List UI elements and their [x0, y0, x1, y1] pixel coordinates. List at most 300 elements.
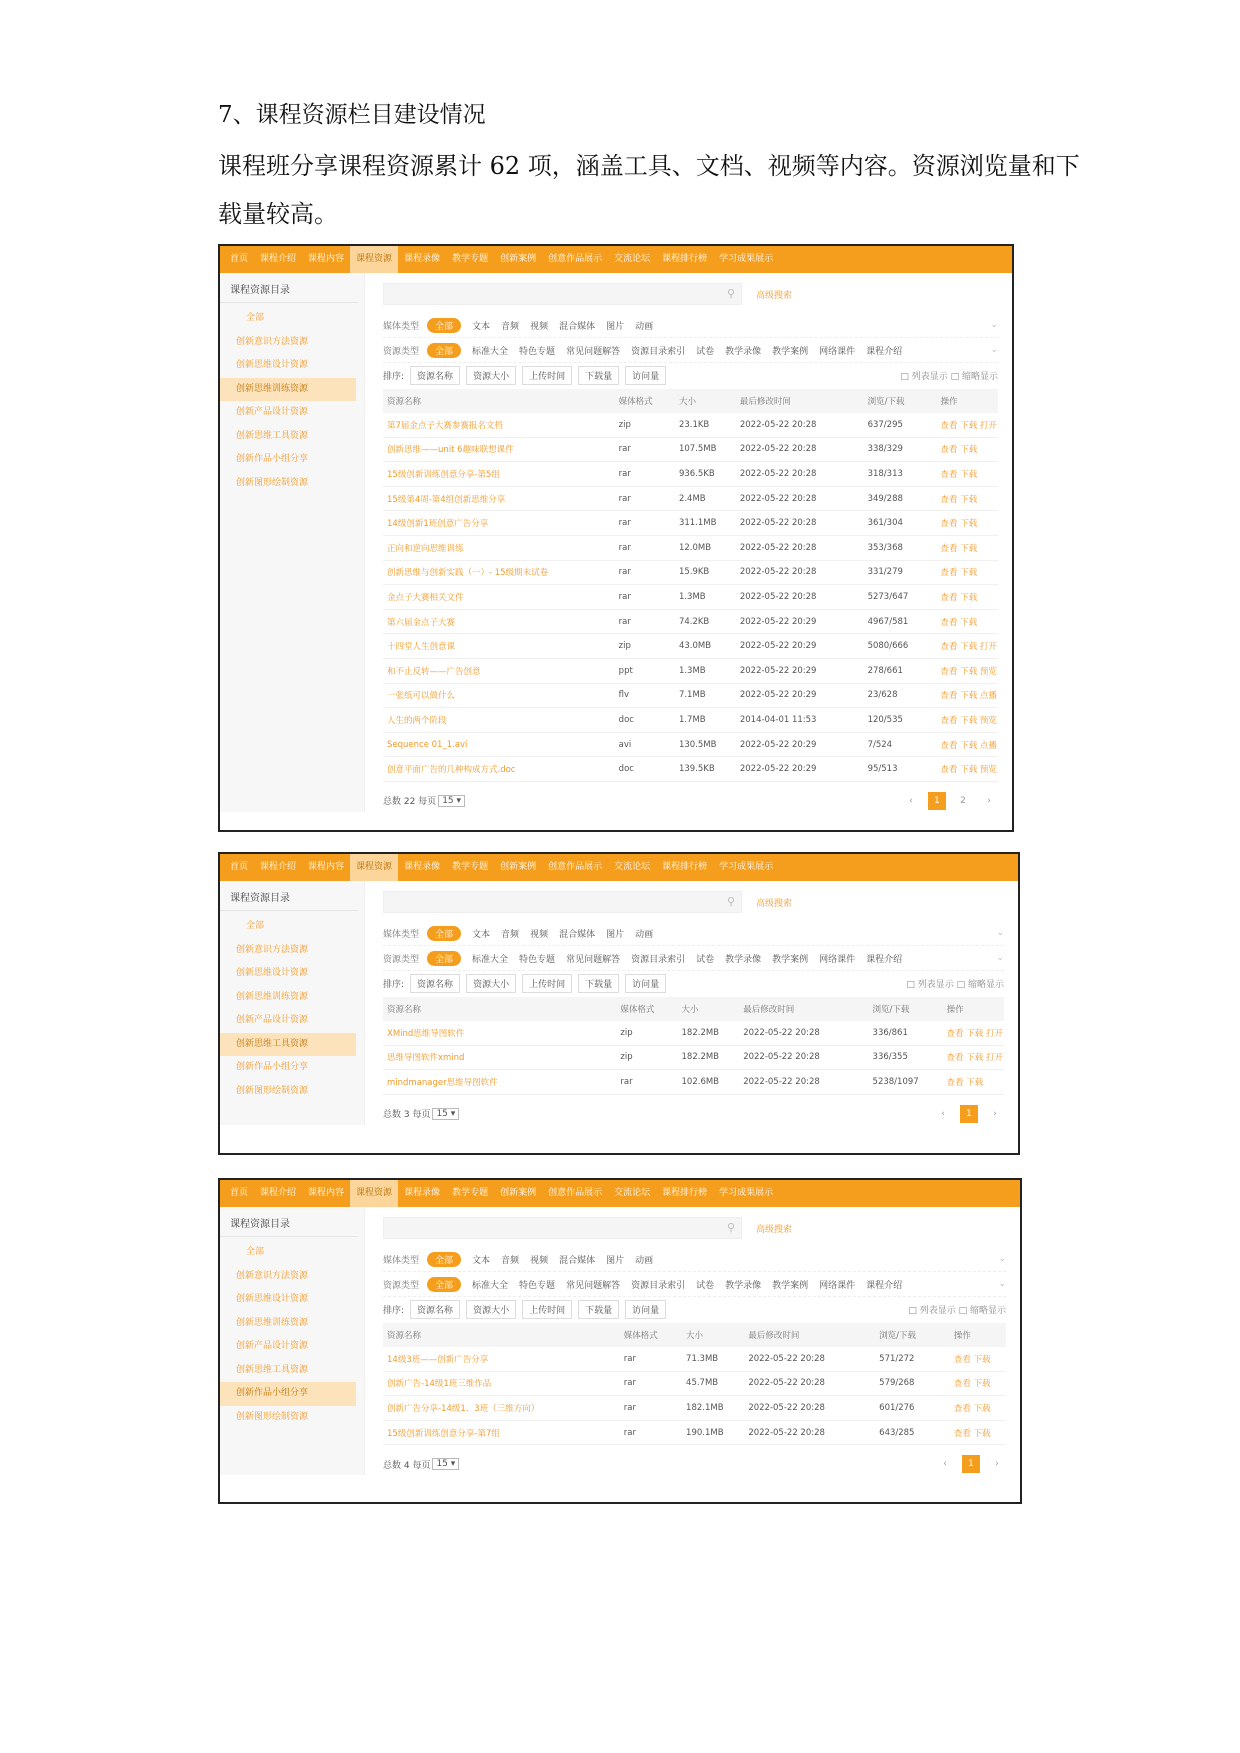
table-cell: 2022-05-22 20:29	[736, 634, 864, 659]
page-size-select[interactable]: 15 ▾	[438, 795, 465, 807]
row-actions[interactable]: 查看 下载 打开	[943, 1045, 1004, 1070]
nav-item[interactable]: 教学专题	[452, 254, 489, 264]
resource-name-link[interactable]: 创新广告-14级1班三维作品	[383, 1371, 620, 1396]
resource-type-option[interactable]: 标准大全	[472, 1280, 509, 1291]
sort-button[interactable]: 资源名称	[410, 974, 460, 993]
resource-type-filter	[383, 1272, 1006, 1297]
media-type-option[interactable]: 图片	[606, 929, 625, 940]
table-cell: ppt	[615, 658, 675, 683]
sidebar-item[interactable]: 创新思维设计资源	[236, 968, 309, 978]
column-header: 资源名称	[383, 997, 616, 1021]
nav-item[interactable]: 学习成果展示	[719, 254, 774, 264]
resource-type-option[interactable]: 网络课件	[819, 1280, 856, 1291]
resource-type-option[interactable]: 全部	[427, 343, 461, 358]
media-type-option[interactable]: 视频	[530, 1255, 549, 1266]
nav-item[interactable]: 课程资源	[350, 246, 398, 273]
nav-item[interactable]: 课程内容	[308, 862, 345, 872]
advanced-search-link[interactable]: 高级搜索	[756, 290, 793, 301]
media-type-option[interactable]: 混合媒体	[559, 1255, 596, 1266]
page-button[interactable]: ‹	[943, 1459, 947, 1470]
table-cell: rar	[620, 1347, 682, 1371]
resource-type-option[interactable]: 标准大全	[472, 346, 509, 357]
resource-type-option[interactable]: 试卷	[696, 346, 715, 357]
table-cell: 74.2KB	[675, 609, 736, 634]
page-button[interactable]: ›	[995, 1459, 999, 1470]
media-type-option[interactable]: 视频	[530, 929, 549, 940]
table-cell: 601/276	[875, 1396, 950, 1421]
sidebar-item[interactable]: 创新产品设计资源	[236, 1341, 309, 1351]
nav-item[interactable]: 课程内容	[308, 254, 345, 264]
nav-item[interactable]: 教学专题	[452, 1188, 489, 1198]
sort-bar	[383, 363, 998, 387]
sidebar-item[interactable]: 创新思维训练资源	[236, 1317, 309, 1328]
nav-item[interactable]: 课程介绍	[260, 254, 297, 264]
page-size-select[interactable]: 15 ▾	[432, 1458, 459, 1470]
resource-name-link[interactable]: Sequence 01_1.avi	[383, 732, 615, 757]
resource-name-link[interactable]: 金点子大赛相关文件	[383, 585, 615, 610]
nav-item[interactable]: 创新案例	[500, 254, 537, 264]
sort-button[interactable]: 资源名称	[410, 366, 460, 385]
sort-button[interactable]: 资源名称	[410, 1300, 460, 1319]
search-icon[interactable]: ⚲	[726, 287, 735, 300]
nav-item[interactable]: 首页	[230, 1188, 249, 1198]
resource-type-option[interactable]: 课程介绍	[866, 954, 903, 965]
table-cell: 7.1MB	[675, 683, 736, 708]
table-cell: 2022-05-22 20:28	[736, 437, 864, 462]
sort-button[interactable]: 上传时间	[522, 1300, 572, 1319]
resource-type-option[interactable]: 标准大全	[472, 954, 509, 965]
nav-item[interactable]: 课程介绍	[260, 862, 297, 872]
resource-type-option[interactable]: 资源目录索引	[631, 1280, 686, 1291]
sidebar-title: 课程资源目录	[220, 281, 358, 303]
sort-button[interactable]: 资源大小	[466, 974, 516, 993]
sidebar-item[interactable]: 创新作品小组分享	[220, 1382, 356, 1406]
media-type-option[interactable]: 图片	[606, 321, 625, 332]
nav-item[interactable]: 课程录像	[404, 254, 441, 264]
view-toggle	[900, 369, 998, 382]
table-cell: 7/524	[864, 732, 937, 757]
sort-button[interactable]: 访问量	[625, 366, 666, 385]
resource-name-link[interactable]: 正向和逆向思维训练	[383, 535, 615, 560]
search-icon[interactable]: ⚲	[726, 895, 735, 908]
top-nav	[220, 246, 1012, 273]
resource-type-label: 资源类型	[383, 346, 420, 357]
sidebar-item[interactable]: 全部	[246, 921, 265, 931]
sidebar-item[interactable]: 创新产品设计资源	[236, 407, 309, 417]
media-type-option[interactable]: 音频	[501, 321, 520, 332]
row-actions[interactable]: 查看 下载	[937, 511, 998, 536]
row-actions[interactable]: 查看 下载	[937, 560, 998, 585]
nav-item[interactable]: 学习成果展示	[719, 1188, 774, 1198]
table-cell: 318/313	[864, 462, 937, 487]
resource-type-option[interactable]: 课程介绍	[866, 346, 903, 357]
chevron-down-icon[interactable]: ⌄	[998, 1254, 1006, 1264]
column-header: 浏览/下载	[864, 389, 937, 413]
media-type-option[interactable]: 图片	[606, 1255, 625, 1266]
advanced-search-link[interactable]: 高级搜索	[756, 898, 793, 909]
resource-type-option[interactable]: 网络课件	[819, 954, 856, 965]
sidebar-item[interactable]: 创新意识方法资源	[236, 944, 309, 955]
table-cell: rar	[615, 560, 675, 585]
sidebar-item[interactable]: 创新思维工具资源	[236, 430, 309, 441]
nav-item[interactable]: 首页	[230, 862, 249, 872]
sort-button[interactable]: 资源大小	[466, 366, 516, 385]
row-actions[interactable]: 查看 下载 打开	[937, 413, 998, 437]
resource-type-option[interactable]: 课程介绍	[866, 1280, 903, 1291]
table-cell: flv	[615, 683, 675, 708]
resource-type-filter	[383, 338, 998, 363]
page-button[interactable]: ›	[987, 795, 991, 806]
sort-button[interactable]: 下载量	[578, 1300, 619, 1319]
table-cell: 1.7MB	[675, 708, 736, 733]
nav-item[interactable]: 创意作品展示	[548, 1188, 603, 1198]
list-view-option[interactable]: □ 列表显示	[900, 371, 948, 382]
resource-name-link[interactable]: XMind思维导图软件	[383, 1021, 616, 1045]
chevron-down-icon[interactable]: ⌄	[998, 1279, 1006, 1289]
row-actions[interactable]: 查看 下载 预览	[937, 708, 998, 733]
resource-name-link[interactable]: 14级创新1班创意广告分享	[383, 511, 615, 536]
table-row	[383, 1420, 1006, 1445]
resource-main	[365, 273, 1012, 812]
media-type-option[interactable]: 全部	[427, 926, 461, 941]
media-type-option[interactable]: 全部	[427, 1252, 461, 1267]
resource-type-label: 资源类型	[383, 1280, 420, 1291]
media-type-filter	[383, 921, 1004, 946]
table-cell: 71.3MB	[682, 1347, 744, 1371]
table-cell: 2022-05-22 20:29	[736, 658, 864, 683]
table-cell: 12.0MB	[675, 535, 736, 560]
chevron-down-icon[interactable]: ⌄	[990, 345, 998, 355]
thumb-view-option[interactable]: □ 缩略显示	[950, 371, 998, 382]
nav-item[interactable]: 创意作品展示	[548, 254, 603, 264]
sort-button[interactable]: 资源大小	[466, 1300, 516, 1319]
screenshot-panel-3	[218, 1178, 1022, 1504]
nav-item[interactable]: 创新案例	[500, 1188, 537, 1198]
nav-item[interactable]: 课程排行榜	[662, 1188, 708, 1198]
row-actions[interactable]: 查看 下载 点播	[937, 683, 998, 708]
column-header: 操作	[943, 997, 1004, 1021]
media-type-option[interactable]: 音频	[501, 1255, 520, 1266]
sidebar-item[interactable]: 全部	[246, 1247, 265, 1257]
row-actions[interactable]: 查看 下载	[950, 1420, 1006, 1445]
resource-name-link[interactable]: 创意平面广告的几种构成方式.doc	[383, 757, 615, 782]
sidebar-item[interactable]: 创新作品小组分享	[236, 1062, 309, 1072]
table-row	[383, 732, 998, 757]
resource-sidebar	[220, 273, 365, 812]
table-cell: 2022-05-22 20:28	[736, 462, 864, 487]
nav-item[interactable]: 学习成果展示	[719, 862, 774, 872]
resource-name-link[interactable]: 第六届金点子大赛	[383, 609, 615, 634]
table-cell: 349/288	[864, 486, 937, 511]
row-actions[interactable]: 查看 下载 打开	[943, 1021, 1004, 1045]
column-header: 操作	[937, 389, 998, 413]
search-input[interactable]	[383, 891, 742, 913]
table-row	[383, 1347, 1006, 1371]
page-button[interactable]: 1	[960, 1105, 978, 1123]
search-icon[interactable]: ⚲	[726, 1221, 735, 1234]
resource-type-option[interactable]: 试卷	[696, 954, 715, 965]
resource-type-option[interactable]: 资源目录索引	[631, 954, 686, 965]
media-type-option[interactable]: 动画	[635, 1255, 654, 1266]
sort-button[interactable]: 访问量	[625, 974, 666, 993]
nav-item[interactable]: 课程排行榜	[662, 254, 708, 264]
resource-name-link[interactable]: 思维导图软件xmind	[383, 1045, 616, 1070]
media-type-option[interactable]: 音频	[501, 929, 520, 940]
media-type-option[interactable]: 动画	[635, 929, 654, 940]
media-type-option[interactable]: 视频	[530, 321, 549, 332]
row-actions[interactable]: 查看 下载	[937, 585, 998, 610]
nav-item[interactable]: 交流论坛	[614, 254, 651, 264]
table-cell: 107.5MB	[675, 437, 736, 462]
table-cell: 2022-05-22 20:28	[736, 535, 864, 560]
table-cell: 2022-05-22 20:28	[739, 1045, 868, 1070]
sidebar-item[interactable]: 创新意识方法资源	[236, 336, 309, 347]
table-cell: 5080/666	[864, 634, 937, 659]
sort-label: 排序:	[383, 371, 405, 382]
chevron-down-icon[interactable]: ⌄	[990, 320, 998, 330]
resource-main	[365, 1207, 1020, 1475]
resource-name-link[interactable]: 十四堂人生创意课	[383, 634, 615, 659]
resource-type-option[interactable]: 教学录像	[725, 346, 762, 357]
pager	[936, 1455, 1006, 1473]
table-cell: 43.0MB	[675, 634, 736, 659]
table-cell: zip	[616, 1045, 677, 1070]
sidebar-item[interactable]: 创新思维训练资源	[220, 378, 356, 402]
nav-item[interactable]: 课程排行榜	[662, 862, 708, 872]
media-type-option[interactable]: 文本	[472, 929, 491, 940]
nav-item[interactable]: 交流论坛	[614, 1188, 651, 1198]
table-cell: 182.2MB	[678, 1045, 740, 1070]
table-row	[383, 413, 998, 437]
nav-item[interactable]: 首页	[230, 254, 249, 264]
sidebar-item[interactable]: 创新产品设计资源	[236, 1015, 309, 1025]
row-actions[interactable]: 查看 下载	[950, 1396, 1006, 1421]
sidebar-item[interactable]: 创新思维工具资源	[220, 1033, 356, 1057]
sort-button[interactable]: 下载量	[578, 366, 619, 385]
resource-name-link[interactable]: 第7届金点子大赛参赛报名文档	[383, 413, 615, 437]
resource-type-option[interactable]: 教学案例	[772, 1280, 809, 1291]
row-actions[interactable]: 查看 下载	[950, 1347, 1006, 1371]
nav-item[interactable]: 课程录像	[404, 1188, 441, 1198]
table-cell: rar	[616, 1070, 677, 1095]
resource-type-option[interactable]: 教学录像	[725, 1280, 762, 1291]
table-cell: 23/628	[864, 683, 937, 708]
table-cell: 2022-05-22 20:28	[744, 1371, 875, 1396]
row-actions[interactable]: 查看 下载	[937, 609, 998, 634]
table-cell: 120/535	[864, 708, 937, 733]
row-actions[interactable]: 查看 下载	[937, 486, 998, 511]
sort-bar	[383, 1297, 1006, 1321]
page-button[interactable]: 1	[928, 792, 946, 810]
sidebar-item[interactable]: 创新思维训练资源	[236, 991, 309, 1002]
resource-type-option[interactable]: 特色专题	[519, 954, 556, 965]
nav-item[interactable]: 教学专题	[452, 862, 489, 872]
resource-type-option[interactable]: 全部	[427, 1277, 461, 1292]
media-type-option[interactable]: 混合媒体	[559, 321, 596, 332]
panel-body	[220, 273, 1012, 812]
media-type-label: 媒体类型	[383, 1255, 420, 1266]
pagination-bar	[383, 1453, 1006, 1475]
page-size-select[interactable]: 15 ▾	[432, 1108, 459, 1120]
column-header: 最后修改时间	[739, 997, 868, 1021]
resource-type-option[interactable]: 教学案例	[772, 346, 809, 357]
resource-type-option[interactable]: 特色专题	[519, 346, 556, 357]
nav-item[interactable]: 课程资源	[350, 854, 398, 881]
page-button[interactable]: 1	[962, 1455, 980, 1473]
sidebar-item[interactable]: 创新思维工具资源	[236, 1364, 309, 1375]
table-header-row	[383, 997, 1004, 1021]
resource-type-option[interactable]: 特色专题	[519, 1280, 556, 1291]
table-cell: 2022-05-22 20:28	[739, 1021, 868, 1045]
sidebar-item[interactable]: 创新意识方法资源	[236, 1270, 309, 1281]
sidebar-item[interactable]: 创新作品小组分享	[236, 454, 309, 464]
table-cell: 5273/647	[864, 585, 937, 610]
resource-type-option[interactable]: 常见问题解答	[566, 954, 621, 965]
media-type-option[interactable]: 文本	[472, 321, 491, 332]
resource-name-link[interactable]: 15级第4周-第4组创新思维分享	[383, 486, 615, 511]
row-actions[interactable]: 查看 下载	[950, 1371, 1006, 1396]
sort-label: 排序:	[383, 1305, 405, 1316]
row-actions[interactable]: 查看 下载	[937, 437, 998, 462]
page-button[interactable]: ‹	[909, 795, 913, 806]
nav-item[interactable]: 交流论坛	[614, 862, 651, 872]
resource-name-link[interactable]: 创新广告分享-14级1、3班（三维方向）	[383, 1396, 620, 1421]
resource-type-option[interactable]: 资源目录索引	[631, 346, 686, 357]
resource-type-option[interactable]: 全部	[427, 951, 461, 966]
thumb-view-option[interactable]: □ 缩略显示	[958, 1305, 1006, 1316]
media-type-option[interactable]: 文本	[472, 1255, 491, 1266]
nav-item[interactable]: 课程内容	[308, 1188, 345, 1198]
media-type-filter	[383, 1247, 1006, 1272]
sort-button[interactable]: 下载量	[578, 974, 619, 993]
sort-button[interactable]: 访问量	[625, 1300, 666, 1319]
table-cell: zip	[615, 634, 675, 659]
resource-type-option[interactable]: 教学录像	[725, 954, 762, 965]
pager	[902, 792, 998, 810]
sidebar-item[interactable]: 创新思维设计资源	[236, 1294, 309, 1304]
table-row	[383, 511, 998, 536]
nav-item[interactable]: 课程录像	[404, 862, 441, 872]
nav-item[interactable]: 创意作品展示	[548, 862, 603, 872]
search-input[interactable]	[383, 1217, 742, 1239]
table-cell: 336/355	[869, 1045, 943, 1070]
resource-name-link[interactable]: 15级创新训练创意分享-第7组	[383, 1420, 620, 1445]
row-actions[interactable]: 查看 下载 点播	[937, 732, 998, 757]
resource-type-filter	[383, 946, 1004, 971]
search-input[interactable]	[383, 283, 742, 305]
column-header: 大小	[675, 389, 736, 413]
table-cell: 182.2MB	[678, 1021, 740, 1045]
sidebar-item[interactable]: 全部	[246, 313, 265, 323]
table-cell: 2022-05-22 20:28	[744, 1347, 875, 1371]
column-header: 最后修改时间	[744, 1323, 875, 1347]
resource-name-link[interactable]: mindmanager思维导图软件	[383, 1070, 616, 1095]
resource-type-option[interactable]: 试卷	[696, 1280, 715, 1291]
resource-name-link[interactable]: 人生的两个阶段	[383, 708, 615, 733]
table-row	[383, 1070, 1004, 1095]
screenshot-panel-1	[218, 244, 1014, 832]
table-row	[383, 560, 998, 585]
resource-name-link[interactable]: 14级3班——创新广告分享	[383, 1347, 620, 1371]
resource-name-link[interactable]: 和不止反转——广告创意	[383, 658, 615, 683]
row-actions[interactable]: 查看 下载 打开	[937, 634, 998, 659]
table-cell: 2022-05-22 20:28	[736, 413, 864, 437]
list-view-option[interactable]: □ 列表显示	[908, 1305, 956, 1316]
chevron-down-icon[interactable]: ⌄	[996, 928, 1004, 938]
total-count: 总数 4 每页	[383, 1460, 431, 1471]
nav-item[interactable]: 课程资源	[350, 1180, 398, 1207]
page-button[interactable]: ‹	[941, 1108, 945, 1119]
table-cell: 2.4MB	[675, 486, 736, 511]
chevron-down-icon[interactable]: ⌄	[996, 953, 1004, 963]
row-actions[interactable]: 查看 下载 预览	[937, 658, 998, 683]
column-header: 资源名称	[383, 1323, 620, 1347]
sidebar-item[interactable]: 创新思维设计资源	[236, 360, 309, 370]
resource-type-option[interactable]: 常见问题解答	[566, 1280, 621, 1291]
resource-sidebar	[220, 881, 365, 1125]
media-type-option[interactable]: 混合媒体	[559, 929, 596, 940]
column-header: 资源名称	[383, 389, 615, 413]
pagination-bar	[383, 1103, 1004, 1125]
media-type-option[interactable]: 全部	[427, 318, 461, 333]
table-cell: 571/272	[875, 1347, 950, 1371]
table-row	[383, 757, 998, 782]
list-view-option[interactable]: □ 列表显示	[906, 979, 954, 990]
sort-bar	[383, 971, 1004, 995]
sidebar-item[interactable]: 创新图形绘制资源	[236, 1085, 309, 1096]
resource-table	[383, 389, 998, 782]
sort-button[interactable]: 上传时间	[522, 366, 572, 385]
resource-type-option[interactable]: 教学案例	[772, 954, 809, 965]
resource-type-option[interactable]: 网络课件	[819, 346, 856, 357]
table-cell: 2022-05-22 20:28	[739, 1070, 868, 1095]
screenshot-panel-2	[218, 852, 1020, 1155]
row-actions[interactable]: 查看 下载	[937, 462, 998, 487]
advanced-search-link[interactable]: 高级搜索	[756, 1224, 793, 1235]
row-actions[interactable]: 查看 下载	[943, 1070, 1004, 1095]
section-paragraph: 课程班分享课程资源累计 62 项，涵盖工具、文档、视频等内容。资源浏览量和下载量较高。	[218, 152, 1080, 228]
column-header: 浏览/下载	[869, 997, 943, 1021]
resource-name-link[interactable]: 创新思维——unit 6趣味联想课件	[383, 437, 615, 462]
resource-name-link[interactable]: 创新思维与创新实践（一）- 15级期末试卷	[383, 560, 615, 585]
table-cell: 45.7MB	[682, 1371, 744, 1396]
media-type-option[interactable]: 动画	[635, 321, 654, 332]
resource-type-option[interactable]: 常见问题解答	[566, 346, 621, 357]
sidebar-item[interactable]: 创新图形绘制资源	[236, 1411, 309, 1422]
row-actions[interactable]: 查看 下载	[937, 535, 998, 560]
sort-button[interactable]: 上传时间	[522, 974, 572, 993]
table-row	[383, 634, 998, 659]
nav-item[interactable]: 创新案例	[500, 862, 537, 872]
resource-name-link[interactable]: 15级创新训练创意分享-第5组	[383, 462, 615, 487]
media-type-label: 媒体类型	[383, 929, 420, 940]
nav-item[interactable]: 课程介绍	[260, 1188, 297, 1198]
sidebar-item[interactable]: 创新图形绘制资源	[236, 477, 309, 488]
thumb-view-option[interactable]: □ 缩略显示	[956, 979, 1004, 990]
resource-name-link[interactable]: 一张纸可以做什么	[383, 683, 615, 708]
column-header: 媒体格式	[615, 389, 675, 413]
row-actions[interactable]: 查看 下载 预览	[937, 757, 998, 782]
table-cell: 23.1KB	[675, 413, 736, 437]
table-cell: 2022-05-22 20:28	[744, 1396, 875, 1421]
table-cell: rar	[620, 1420, 682, 1445]
page-button[interactable]: ›	[993, 1108, 997, 1119]
page-button[interactable]: 2	[960, 795, 966, 806]
table-cell: 2022-05-22 20:28	[736, 560, 864, 585]
table-cell: zip	[615, 413, 675, 437]
panel-body	[220, 881, 1018, 1125]
search-row	[383, 1217, 1006, 1239]
